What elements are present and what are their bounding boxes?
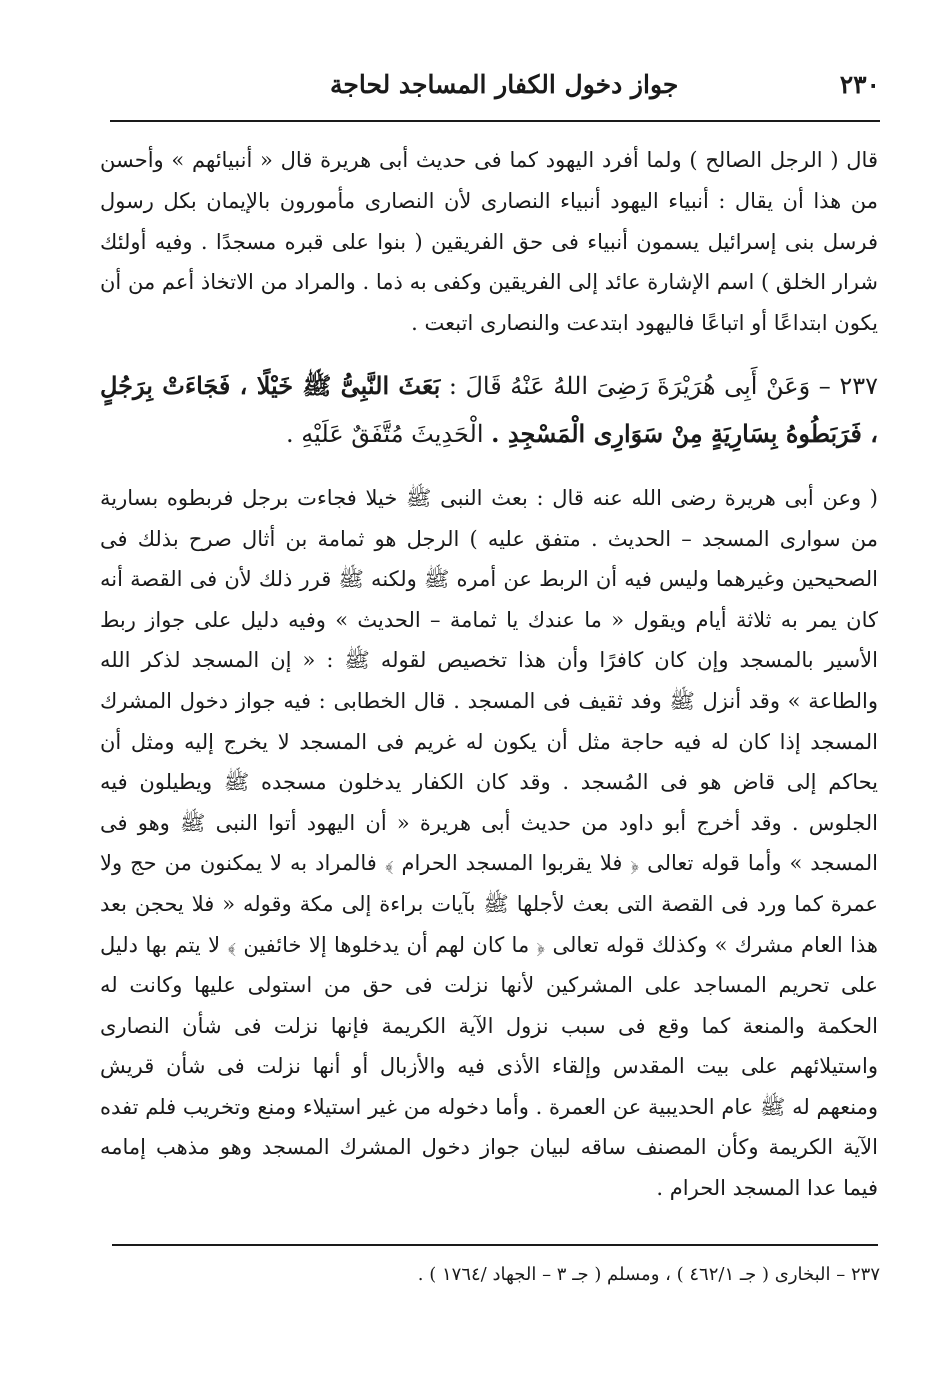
- commentary: ( وعن أبى هريرة رضى الله عنه قال : بعث النبى ﷺ خيلا فجاءت برجل فربطوه بسارية من سوارى المسجد – الحديث . متفق عليه ) الرجل هو ثمامة بن أثال صرح بذلك فى الصحيحين وغيرهما وليس فيه أن الربط عن أمره ﷺ ولكنه ﷺ قرر ذلك لأن فى القصة أنه كان يمر به ثلاثة أيام ويقول « ما عندك يا ثمامة – الحديث » وفيه دليل على جواز ربط الأسير بالمسجد وإن كان كافرًا وأن هذا تخصيص لقوله ﷺ : « إن المسجد لذكر الله والطاعة » وقد أنزل ﷺ وفد ثقيف فى المسجد . قال الخطابى : فيه جواز دخول المشرك المسجد إذا كان له فيه حاجة مثل أن يكون له غريم فى المسجد لا يخرج إليه ومثل أن يحاكم إلى قاض هو فى المُسجد . وقد كان الكفار يدخلون مسجده ﷺ ويطيلون فيه الجلوس . وقد أخرج أبو داود من حديث أبى هريرة « أن اليهود أتوا النبى ﷺ وهو فى المسجد » وأما قوله تعالى ﴿ فلا يقربوا المسجد الحرام ﴾ فالمراد به لا يمكنون من حج ولا عمرة كما ورد فى القصة التى بعث لأجلها ﷺ بآيات براءة إلى مكة وقوله « فلا يحجن بعد هذا العام مشرك » وكذلك قوله تعالى ﴿ ما كان لهم أن يدخلوها إلا خائفين ﴾ لا يتم بها دليل على تحريم المساجد على المشركين لأنها نزلت فى حق من استولى عليها وكانت له الحكمة والمنعة كما وقع فى سبب نزول الآية الكريمة فإنها نزلت فى شأن النصارى واستيلائهم على بيت المقدس وإلقاء الأذى فيه والأزبال أو أنها نزلت فى شأن قريش ومنعهم له ﷺ عام الحديبية عن العمرة . وأما دخوله من غير استيلاء ومنع وتخريب فلم تفده الآية الكريمة وكأن المصنف ساقه لبيان جواز دخول المشرك المسجد وهو مذهب إمامه فيما عدا المسجد الحرام .: [100, 485, 878, 1201]
- running-title: جواز دخول الكفار المساجد لحاجة: [330, 69, 679, 99]
- hadith-block: [100, 362, 878, 458]
- paragraph-1: قال ( الرجل الصالح ) ولما أفرد اليهود كما فى حديث أبى هريرة قال « أنبيائهم » وأحسن من هذا أن يقال : أنبياء اليهود أنبياء النصارى لأن النصارى مأمورون بالإيمان بكل رسول فرسل بنى إسرائيل يسمون أنبياء فى حق الفريقين ( بنوا على قبره مسجدًا . وفيه أولئك شرار الخلق ) اسم الإشارة عائد إلى الفريقين وكفى به ذما . والمراد من الاتخاذ أعم من أن يكون ابتداعًا أو اتباعًا فاليهود ابتدعت والنصارى اتبعت .: [100, 148, 878, 336]
- hadith-end: الْحَدِيثَ مُتَّفَقٌ عَلَيْهِ .: [286, 419, 484, 448]
- page-number: ٢٣٠: [839, 69, 880, 99]
- header-divider: [110, 120, 880, 122]
- hadith-text: بَعَثَ النَّبِىُّ ﷺ خَيْلًا ، فَجَاءَتْ بِرَجُلٍ ، فَرَبَطُوهُ بِسَارِيَةٍ مِنْ سَوَارِى الْمَسْجِدِ .: [100, 370, 878, 448]
- hadith-intro: ٢٣٧ – وَعَنْ أَبِى هُرَيْرَةَ رَضِىَ اللهُ عَنْهُ قَالَ :: [448, 371, 878, 400]
- main-text: [100, 140, 878, 1209]
- footnote: ٢٣٧ – البخارى ( جـ ٤٦٢/١ ) ، ومسلم ( جـ ٣ – الجهاد /١٧٦٤ ) .: [417, 1264, 880, 1285]
- footnote-divider: [112, 1244, 878, 1246]
- page-header: [100, 60, 880, 108]
